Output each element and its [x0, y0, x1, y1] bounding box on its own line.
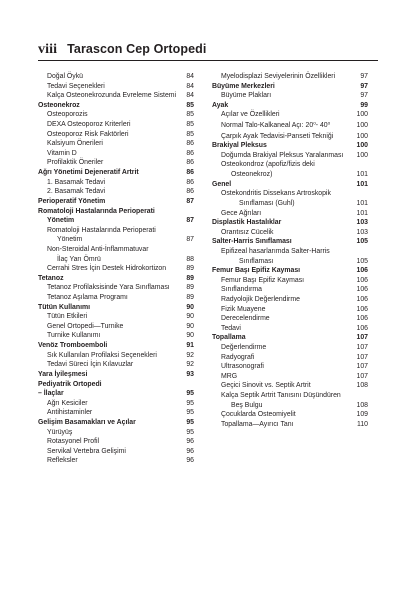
toc-entry	[38, 168, 194, 178]
toc-entry-page: 105	[356, 257, 368, 265]
toc-entry-label: Radyolojik Değerlendirme	[221, 296, 300, 303]
toc-entry	[212, 180, 368, 190]
toc-entry	[212, 132, 368, 142]
toc-entry-page: 110	[357, 420, 368, 428]
toc-entry-page: 96	[186, 447, 194, 455]
toc-entry-label: Tütün Etkileri	[47, 313, 88, 321]
toc-entry	[38, 72, 194, 82]
toc-entry-page: 106	[356, 315, 368, 323]
toc-entry-page: 86	[186, 178, 194, 186]
toc-entry	[38, 207, 194, 217]
toc-entry-label: Sık Kullanılan Profilaksi Seçenekleri	[47, 351, 157, 359]
toc-entry-page: 106	[356, 276, 368, 284]
toc-entry	[212, 209, 368, 219]
toc-entry-label: Topallama—Ayırıcı Tanı	[221, 420, 294, 428]
toc-entry	[38, 331, 194, 341]
toc-entry-label: Salter-Harris Sınıflaması	[212, 238, 292, 246]
toc-entry-label: Değerlendirme	[221, 344, 267, 352]
toc-entry-label: Genel Ortopedi—Turnike	[47, 322, 124, 330]
toc-entry	[212, 91, 368, 101]
toc-entry-page: 100	[356, 142, 368, 150]
toc-entry-label: Vitamin D	[47, 149, 77, 157]
toc-entry-label: 2. Basamak Tedavi	[47, 188, 106, 196]
toc-entry-label: Tedavi Seçenekleri	[47, 82, 105, 90]
toc-right-column	[212, 72, 368, 430]
toc-entry	[212, 199, 368, 209]
toc-entry	[38, 399, 194, 409]
toc-entry-page: 100	[356, 151, 368, 159]
toc-entry	[212, 401, 368, 411]
running-header	[38, 40, 378, 58]
toc-entry-label: Femur Başı Epifiz Kayması	[221, 276, 305, 284]
toc-entry-label: Romatoloji Hastalarında Perioperati	[47, 226, 156, 234]
toc-entry-label: Fizik Muayene	[221, 305, 266, 313]
toc-entry-label: DEXA Osteoporoz Kriterleri	[47, 121, 131, 129]
toc-entry	[38, 341, 194, 351]
toc-entry-label: Osteoporoz Risk Faktörleri	[47, 130, 129, 138]
toc-entry-label: Sınıflaması	[239, 257, 274, 265]
toc-entry-page: 86	[186, 169, 194, 177]
toc-entry	[38, 389, 194, 399]
toc-entry-label: Radyografi	[221, 353, 255, 361]
toc-entry	[212, 151, 368, 161]
toc-entry	[212, 381, 368, 391]
toc-entry-page: 106	[356, 324, 368, 332]
toc-entry-page: 91	[186, 342, 194, 350]
toc-entry-page: 101	[356, 171, 368, 179]
toc-entry	[212, 257, 368, 267]
toc-entry	[38, 178, 194, 188]
toc-entry-page: 85	[186, 101, 194, 109]
toc-entry-page: 89	[186, 265, 194, 273]
toc-entry-label: Ostekondritis Dissekans Artroskopik	[221, 190, 331, 198]
toc-entry-label: Ayak	[212, 101, 229, 109]
toc-entry-page: 88	[186, 255, 194, 263]
toc-entry-label: Non-Steroidal Anti-İnflammatuvar	[47, 245, 149, 253]
toc-entry	[212, 237, 368, 247]
toc-entry-page: 97	[360, 73, 368, 80]
toc-entry-page: 100	[356, 111, 368, 119]
toc-entry-page: 106	[356, 296, 368, 303]
toc-entry	[38, 293, 194, 303]
toc-entry-page: 95	[186, 409, 194, 417]
toc-entry-page: 105	[356, 238, 368, 246]
toc-entry-page: 103	[356, 219, 368, 227]
toc-entry	[38, 130, 194, 140]
toc-entry-page: 86	[186, 188, 194, 196]
toc-entry-page: 95	[186, 428, 194, 436]
toc-entry-label: Çocuklarda Osteomiyelit	[221, 411, 296, 419]
toc-entry-page: 101	[356, 180, 368, 188]
toc-entry-label: Ultrasonografi	[221, 363, 264, 371]
toc-entry-page: 107	[356, 353, 368, 361]
toc-entry	[38, 139, 194, 149]
toc-entry	[38, 303, 194, 313]
toc-entry	[38, 255, 194, 265]
toc-entry-label: Brakiyal Pleksus	[212, 142, 267, 150]
toc-entry-page: 99	[360, 101, 368, 109]
toc-entry-page: 85	[186, 121, 194, 129]
toc-entry-label: Doğumda Brakiyal Pleksus Yaralanması	[221, 151, 344, 159]
toc-entry-page: 92	[186, 361, 194, 369]
toc-entry-label: Tedavi	[221, 324, 241, 332]
toc-entry-label: Yönetim	[47, 217, 75, 225]
toc-entry	[38, 283, 194, 293]
toc-entry-page: 93	[186, 370, 194, 378]
toc-entry	[38, 437, 194, 447]
toc-entry-label: Orantısız Cücelik	[221, 228, 274, 236]
toc-entry-label: Açılar ve Özellikleri	[221, 111, 280, 119]
toc-entry-label: Tütün Kullanımı	[38, 303, 91, 311]
toc-entry-page: 96	[186, 457, 194, 465]
toc-entry-label: Yara İyileşmesi	[38, 370, 88, 378]
toc-entry	[212, 141, 368, 151]
toc-entry-label: Venöz Tromboemboli	[38, 342, 108, 350]
toc-entry-label: Ağrı Kesiciler	[47, 399, 88, 407]
toc-entry-page: 90	[186, 303, 194, 311]
toc-entry	[38, 226, 194, 236]
toc-entry	[38, 120, 194, 130]
toc-entry-label: İlaç Yarı Ömrü	[57, 255, 101, 263]
toc-entry-page: 90	[186, 332, 194, 340]
toc-entry-page: 89	[186, 274, 194, 282]
toc-entry	[38, 264, 194, 274]
toc-entry-label: Çarpık Ayak Tedavisi-Panseti Tekniği	[221, 132, 334, 140]
toc-entry	[212, 285, 368, 295]
toc-entry-label: Servikal Vertebra Gelişimi	[47, 447, 126, 455]
toc-entry	[212, 170, 368, 180]
toc-entry-label: Osteonekroz	[38, 101, 80, 109]
toc-entry-page: 107	[356, 372, 368, 380]
toc-entry-label: Sınıflandırma	[221, 286, 262, 294]
toc-entry-label: Osteokondroz (apofiz/fizis deki	[221, 161, 315, 169]
toc-entry-label: Tetanoz Aşılama Programı	[47, 294, 128, 302]
toc-entry-page: 95	[186, 418, 194, 426]
toc-entry	[212, 189, 368, 199]
toc-entry-label: Geçici Sinovit vs. Septik Artrit	[221, 382, 311, 390]
toc-entry-label: Displastik Hastalıklar	[212, 219, 282, 227]
toc-entry-label: 1. Basamak Tedavi	[47, 178, 106, 186]
toc-entry-page: 87	[186, 236, 194, 244]
toc-entry	[38, 322, 194, 332]
toc-entry-page: 97	[360, 92, 368, 100]
toc-entry	[212, 391, 368, 401]
toc-entry	[38, 101, 194, 111]
toc-entry-page: 92	[186, 351, 194, 359]
toc-entry-label: Beş Bulgu	[231, 401, 263, 409]
toc-entry-page: 107	[356, 363, 368, 371]
toc-entry-label: Gece Ağrıları	[221, 209, 262, 217]
toc-entry	[212, 82, 368, 92]
toc-entry-label: Antihistaminler	[47, 409, 93, 417]
toc-entry-label: Kalsiyum Önerileri	[47, 140, 103, 148]
toc-entry	[212, 276, 368, 286]
toc-entry	[38, 360, 194, 370]
toc-entry-page: 106	[356, 286, 368, 294]
toc-entry	[212, 362, 368, 372]
toc-entry-page: 87	[186, 197, 194, 205]
toc-entry	[38, 447, 194, 457]
toc-entry-page: 108	[356, 401, 368, 409]
toc-entry-label: Kalça Septik Artrit Tanısını Düşündüren	[221, 392, 341, 400]
toc-entry	[38, 274, 194, 284]
toc-entry-label: MRG	[221, 372, 238, 380]
toc-entry-label: Romatoloji Hastalarında Perioperati	[38, 207, 155, 215]
toc-entry	[212, 295, 368, 305]
toc-entry	[212, 247, 368, 257]
toc-entry-page: 107	[356, 344, 368, 352]
toc-entry	[212, 120, 368, 132]
toc-entry-label: Büyüme Plakları	[221, 92, 272, 100]
toc-entry	[212, 110, 368, 120]
toc-entry	[212, 314, 368, 324]
toc-entry-label: Ağrı Yönetimi Dejeneratif Artrit	[38, 169, 139, 177]
toc-entry	[38, 91, 194, 101]
toc-entry-page: 84	[186, 73, 194, 80]
toc-entry-label: Profilaktik Öneriler	[47, 159, 104, 167]
toc-entry	[38, 428, 194, 438]
toc-entry	[212, 372, 368, 382]
toc-left-column	[38, 72, 194, 466]
toc-entry-label: Topallama	[212, 334, 246, 342]
toc-entry-label: Sınıflaması (Guhl)	[239, 199, 295, 207]
toc-entry-label: Epifizeal hasarlarımda Salter-Harris	[221, 247, 330, 255]
toc-entry	[212, 410, 368, 420]
toc-entry-label: Tetanoz Profilaksisinde Yara Sınıflaması	[47, 284, 170, 292]
toc-entry-page: 90	[186, 313, 194, 321]
toc-entry	[212, 218, 368, 228]
toc-entry	[38, 456, 194, 466]
toc-entry-label: Normal Talo-Kalkaneal Açı: 20$^o$- 40$^o$	[221, 120, 331, 130]
toc-entry-page: 86	[186, 159, 194, 167]
toc-entry	[38, 408, 194, 418]
toc-entry-page: 85	[186, 111, 194, 119]
toc-entry-label: Büyüme Merkezleri	[212, 82, 275, 90]
toc-entry-page: 101	[356, 209, 368, 217]
toc-entry	[212, 228, 368, 238]
toc-entry-page: 100	[356, 122, 368, 130]
toc-entry-label: Yürüyüş	[47, 428, 73, 436]
toc-entry-page: 84	[186, 92, 194, 100]
toc-entry-page: 95	[186, 390, 194, 398]
toc-entry-page: 109	[356, 411, 368, 419]
toc-entry	[212, 266, 368, 276]
toc-entry	[212, 160, 368, 170]
toc-entry-label: Pediyatrik Ortopedi	[38, 380, 102, 388]
toc-entry	[212, 305, 368, 315]
toc-entry-page: 86	[186, 149, 194, 157]
toc-entry-label: Rotasyonel Profil	[47, 438, 100, 446]
toc-entry-page: 100	[356, 132, 368, 140]
toc-entry	[38, 418, 194, 428]
toc-entry	[38, 82, 194, 92]
toc-entry	[38, 158, 194, 168]
toc-entry-page: 95	[186, 399, 194, 407]
toc-entry-label: Osteonekroz)	[231, 171, 273, 179]
toc-entry	[212, 72, 368, 82]
toc-entry-label: Turnike Kullanımı	[47, 332, 101, 340]
toc-entry	[38, 312, 194, 322]
toc-entry-label: Genel	[212, 180, 232, 188]
toc-entry-label: Kalça Osteonekrozunda Evreleme Sistemi	[47, 92, 177, 100]
toc-entry	[38, 216, 194, 226]
toc-entry-page: 89	[186, 284, 194, 292]
toc-entry-page: 85	[186, 130, 194, 138]
toc-entry-label: Femur Başı Epifiz Kayması	[212, 267, 301, 275]
toc-entry-label: Tedavi Süreci İçin Kılavuzlar	[47, 361, 134, 369]
toc-entry-label: Gelişim Basamakları ve Açılar	[38, 418, 136, 426]
toc-entry-page: 97	[360, 82, 368, 90]
book-title: Tarascon Cep Ortopedi	[67, 42, 207, 56]
header-rule	[38, 60, 378, 61]
toc-entry-page: 106	[356, 267, 368, 275]
toc-entry-page: 87	[186, 217, 194, 225]
toc-entry-label: Osteoporozis	[47, 111, 88, 119]
toc-entry-label: Myelodisplazi Seviyelerinin Özellikleri	[221, 73, 336, 80]
toc-entry	[38, 351, 194, 361]
toc-entry-label: Refleksler	[47, 457, 78, 465]
toc-entry	[38, 110, 194, 120]
toc-entry-label: Tetanoz	[38, 274, 64, 282]
toc-entry	[38, 245, 194, 255]
toc-entry	[38, 187, 194, 197]
toc-entry-page: 86	[186, 140, 194, 148]
toc-entry	[38, 370, 194, 380]
toc-entry-page: 96	[186, 438, 194, 446]
toc-entry	[212, 420, 368, 430]
page-number: viii	[38, 42, 58, 57]
toc-entry-page: 101	[356, 199, 368, 207]
toc-entry-page: 108	[356, 382, 368, 390]
toc-entry-label: – İlaçlar	[38, 390, 64, 398]
toc-entry	[212, 324, 368, 334]
toc-entry	[212, 333, 368, 343]
toc-entry	[38, 235, 194, 245]
toc-entry-label: Derecelendirme	[221, 315, 270, 323]
toc-entry-page: 90	[186, 322, 194, 330]
toc-entry	[38, 149, 194, 159]
toc-entry-page: 107	[356, 334, 368, 342]
toc-entry-label: Doğal Öykü	[47, 73, 84, 80]
toc-entry-label: Yönetim	[57, 236, 83, 244]
toc-entry-page: 84	[186, 82, 194, 90]
toc-entry-page: 89	[186, 294, 194, 302]
toc-entry	[38, 380, 194, 390]
toc-entry	[38, 197, 194, 207]
toc-entry-label: Cerrahi Stres İçin Destek Hidrokortizon	[47, 265, 167, 273]
toc-entry	[212, 101, 368, 111]
toc-entry-label: Perioperatif Yönetim	[38, 197, 106, 205]
toc-entry	[212, 343, 368, 353]
toc-entry	[212, 353, 368, 363]
toc-entry-page: 106	[356, 305, 368, 313]
toc-entry-page: 103	[356, 228, 368, 236]
